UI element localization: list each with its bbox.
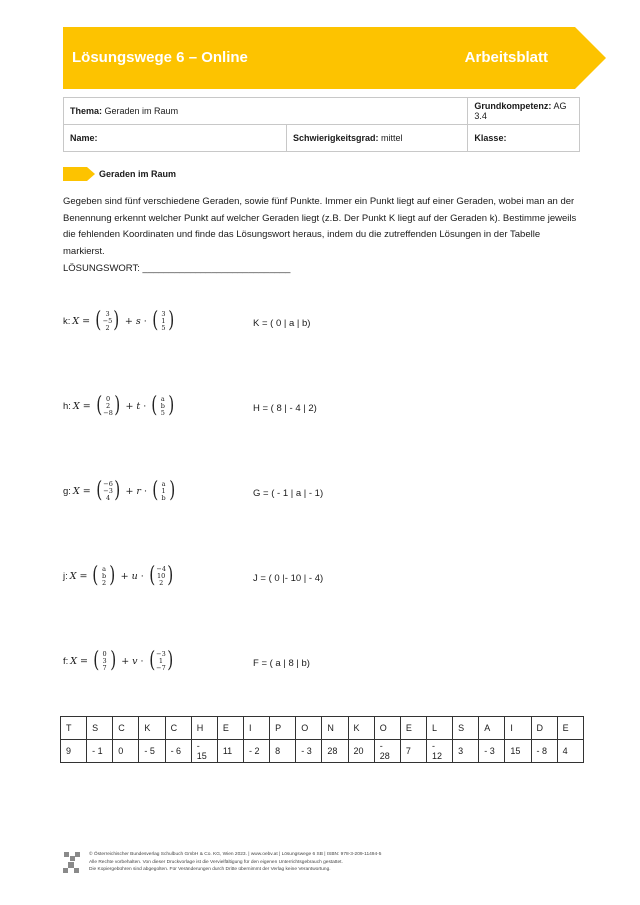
value-cell: - 12: [426, 740, 452, 763]
vector-entries: [103, 396, 113, 417]
vector-entry: 2: [105, 401, 111, 410]
value-cell: 28: [322, 740, 348, 763]
vector-entry: 0: [105, 394, 111, 403]
vector-entry: b: [160, 401, 165, 410]
line-name: g:: [63, 485, 71, 497]
vector-entry: 2: [102, 578, 107, 587]
vector-entry: a: [102, 564, 107, 573]
value-cell: 15: [505, 740, 531, 763]
parameter: v: [132, 655, 138, 667]
vector-entry: a: [160, 394, 165, 403]
line-equation: [63, 480, 177, 502]
vector-entry: −8: [103, 408, 113, 417]
parameter: s: [135, 315, 141, 327]
left-paren: (: [151, 393, 158, 418]
letter-cell: L: [426, 717, 452, 740]
grundkompetenz-label: Grundkompetenz:: [474, 101, 552, 111]
klasse-label: Klasse:: [474, 133, 507, 143]
values-row: [61, 740, 584, 763]
dot-operator: ·: [140, 655, 144, 667]
left-paren: (: [95, 393, 102, 418]
plus-sign: +: [121, 655, 130, 667]
point-definition: G = ( - 1 | a | - 1): [253, 488, 324, 499]
solution-word-line: LÖSUNGSWORT: ____________________________: [63, 263, 291, 274]
equals-sign: =: [80, 655, 89, 667]
parameter: r: [136, 485, 141, 497]
right-paren: ): [113, 308, 120, 333]
letter-cell: E: [400, 717, 426, 740]
publisher-logo-icon: [61, 850, 83, 876]
intro-paragraph: Gegeben sind fünf verschiedene Geraden, sowie fünf Punkte. Immer ein Punkt liegt auf einer Geraden, wobei man an der Benennung erkennt welcher Punkt auf welcher Geraden liegt (z.B. Der Punkt K liegt auf der Geraden k). Bestimme jeweils die fehlenden Koordinaten und finde das Lösungswort heraus, indem du die zutreffenden Lösungen in der Tabelle markierst.: [63, 196, 577, 257]
letter-cell: S: [87, 717, 113, 740]
letter-cell: E: [557, 717, 583, 740]
variable-x: X: [69, 570, 77, 582]
footer-line: © Österreichischer Bundesverlag Schulbuch GmbH & Co. KG, Wien 2023. | www.oebv.at | Lösungswege 6 SB | ISBN: 978-3-209-11494-5: [89, 852, 382, 857]
letter-cell: O: [374, 717, 400, 740]
plus-sign: +: [125, 400, 134, 412]
value-cell: 9: [61, 740, 87, 763]
vector-entry: 5: [161, 323, 166, 332]
value-cell: 11: [217, 740, 243, 763]
value-cell: 4: [557, 740, 583, 763]
value-cell: - 6: [165, 740, 191, 763]
right-paren: ): [109, 648, 116, 673]
vector-entries: [103, 311, 113, 332]
line-equation: [63, 565, 176, 587]
equals-sign: =: [79, 570, 88, 582]
name-label: Name:: [70, 133, 98, 143]
vector-entry: 3: [102, 656, 107, 665]
parameter: u: [131, 570, 138, 582]
value-cell: - 3: [479, 740, 505, 763]
plus-sign: +: [125, 485, 134, 497]
schwierigkeit-label: Schwierigkeitsgrad:: [293, 133, 379, 143]
vector-entry: 3: [161, 309, 166, 318]
vector-entry: 4: [105, 493, 111, 502]
value-cell: 7: [400, 740, 426, 763]
vector-entry: −7: [156, 663, 166, 672]
left-paren: (: [152, 308, 159, 333]
position-vector: [91, 565, 116, 587]
grundkompetenz-value: AG 3.4: [474, 101, 567, 121]
letters-row: [61, 717, 584, 740]
vector-entry: −3: [156, 649, 166, 658]
vector-entry: −5: [102, 316, 113, 325]
direction-vector: [148, 650, 175, 672]
vector-entry: 1: [158, 656, 164, 665]
direction-vector: [151, 480, 176, 502]
dot-operator: ·: [140, 570, 144, 582]
letter-cell: S: [453, 717, 479, 740]
vector-entry: −6: [103, 479, 113, 488]
right-paren: ): [167, 563, 174, 588]
left-paren: (: [92, 563, 99, 588]
vector-entries: [156, 566, 166, 587]
dot-operator: ·: [143, 485, 147, 497]
header-type-label: Arbeitsblatt: [464, 49, 548, 66]
equals-sign: =: [82, 315, 91, 327]
right-paren: ): [167, 648, 174, 673]
value-cell: - 15: [191, 740, 217, 763]
value-cell: 3: [453, 740, 479, 763]
vector-entries: [101, 651, 109, 672]
left-paren: (: [95, 308, 102, 333]
right-paren: ): [168, 478, 175, 503]
value-cell: - 3: [296, 740, 322, 763]
line-equation: [63, 650, 175, 672]
letter-cell: K: [348, 717, 374, 740]
dot-operator: ·: [143, 315, 147, 327]
letter-cell: K: [139, 717, 165, 740]
value-cell: - 2: [243, 740, 269, 763]
header-title: Lösungswege 6 – Online: [72, 49, 248, 66]
vector-entry: −4: [156, 564, 166, 573]
vector-entry: 1: [161, 486, 166, 495]
letter-cell: A: [479, 717, 505, 740]
letter-cell: I: [505, 717, 531, 740]
vector-entry: a: [161, 479, 166, 488]
info-table: [63, 97, 580, 152]
left-paren: (: [95, 478, 102, 503]
left-paren: (: [93, 648, 100, 673]
letter-cell: H: [191, 717, 217, 740]
letter-cell: P: [270, 717, 296, 740]
schwierigkeit-value: mittel: [381, 133, 403, 143]
vector-entry: 1: [161, 316, 166, 325]
plus-sign: +: [120, 570, 129, 582]
footer-line: Alle Rechte vorbehalten. Von dieser Druckvorlage ist die Vervielfältigung für den eigenen Unterrichtsgebrauch gestattet.: [89, 859, 343, 865]
variable-x: X: [70, 655, 78, 667]
section-arrow-icon: [63, 167, 95, 181]
position-vector: [95, 395, 122, 417]
point-definition: K = ( 0 | a | b): [253, 318, 311, 329]
value-cell: 20: [348, 740, 374, 763]
thema-value: Geraden im Raum: [104, 106, 179, 116]
vector-entry: 10: [157, 571, 166, 580]
parameter: t: [136, 400, 141, 412]
vector-entries: [160, 481, 168, 502]
letter-cell: N: [322, 717, 348, 740]
point-definition: J = ( 0 |- 10 | - 4): [253, 573, 324, 584]
variable-x: X: [72, 400, 80, 412]
line-name: h:: [63, 400, 71, 412]
vector-entry: 0: [102, 649, 107, 658]
direction-vector: [151, 310, 176, 332]
position-vector: [92, 650, 117, 672]
dot-operator: ·: [143, 400, 147, 412]
vector-entry: 3: [105, 309, 110, 318]
vector-entry: −3: [103, 486, 113, 495]
thema-cell: [64, 98, 468, 125]
point-definition: F = ( a | 8 | b): [253, 658, 310, 669]
footer-line: Die Kopiergebühren sind abgegolten. Für Veränderungen durch Dritte übernimmt der Verlag keine Verantwortung.: [89, 867, 331, 873]
equals-sign: =: [82, 400, 91, 412]
section-title: Geraden im Raum: [99, 169, 177, 179]
left-paren: (: [152, 478, 159, 503]
header-banner: [63, 27, 606, 89]
vector-entries: [103, 481, 113, 502]
line-equation: [63, 395, 176, 417]
vector-entries: [100, 566, 108, 587]
vector-entries: [159, 396, 167, 417]
vector-entry: 2: [105, 323, 110, 332]
vector-entries: [156, 651, 166, 672]
schwierigkeit-cell: [287, 125, 468, 152]
line-equation: [63, 310, 177, 332]
right-paren: ): [109, 563, 116, 588]
value-cell: 8: [270, 740, 296, 763]
right-paren: ): [168, 308, 175, 333]
name-cell: [64, 125, 287, 152]
vector-entry: 5: [160, 408, 165, 417]
right-paren: ): [168, 393, 175, 418]
vector-entry: 7: [102, 663, 107, 672]
left-paren: (: [148, 648, 155, 673]
letter-cell: D: [531, 717, 557, 740]
vector-entries: [159, 311, 167, 332]
equals-sign: =: [82, 485, 91, 497]
thema-label: Thema:: [70, 106, 103, 116]
line-name: f:: [63, 655, 69, 667]
klasse-cell: [468, 125, 580, 152]
vector-entry: b: [161, 493, 166, 502]
line-name: k:: [63, 315, 71, 327]
point-definition: H = ( 8 | - 4 | 2): [253, 403, 317, 414]
vector-entry: 2: [159, 578, 164, 587]
left-paren: (: [149, 563, 156, 588]
plus-sign: +: [124, 315, 133, 327]
letter-cell: T: [61, 717, 87, 740]
variable-x: X: [72, 315, 80, 327]
direction-vector: [150, 395, 175, 417]
line-name: j:: [63, 570, 68, 582]
letter-cell: C: [113, 717, 139, 740]
letter-cell: C: [165, 717, 191, 740]
value-cell: - 1: [87, 740, 113, 763]
value-cell: - 8: [531, 740, 557, 763]
letter-cell: I: [243, 717, 269, 740]
value-cell: - 5: [139, 740, 165, 763]
vector-entry: b: [101, 571, 107, 580]
right-paren: ): [114, 393, 121, 418]
letter-cell: O: [296, 717, 322, 740]
position-vector: [95, 480, 122, 502]
direction-vector: [148, 565, 175, 587]
grundkompetenz-cell: [468, 98, 580, 125]
value-cell: - 28: [374, 740, 400, 763]
position-vector: [94, 310, 121, 332]
right-paren: ): [114, 478, 121, 503]
letter-cell: E: [217, 717, 243, 740]
solution-table: [60, 716, 584, 763]
value-cell: 0: [113, 740, 139, 763]
footer-text: [89, 851, 381, 874]
variable-x: X: [72, 485, 80, 497]
